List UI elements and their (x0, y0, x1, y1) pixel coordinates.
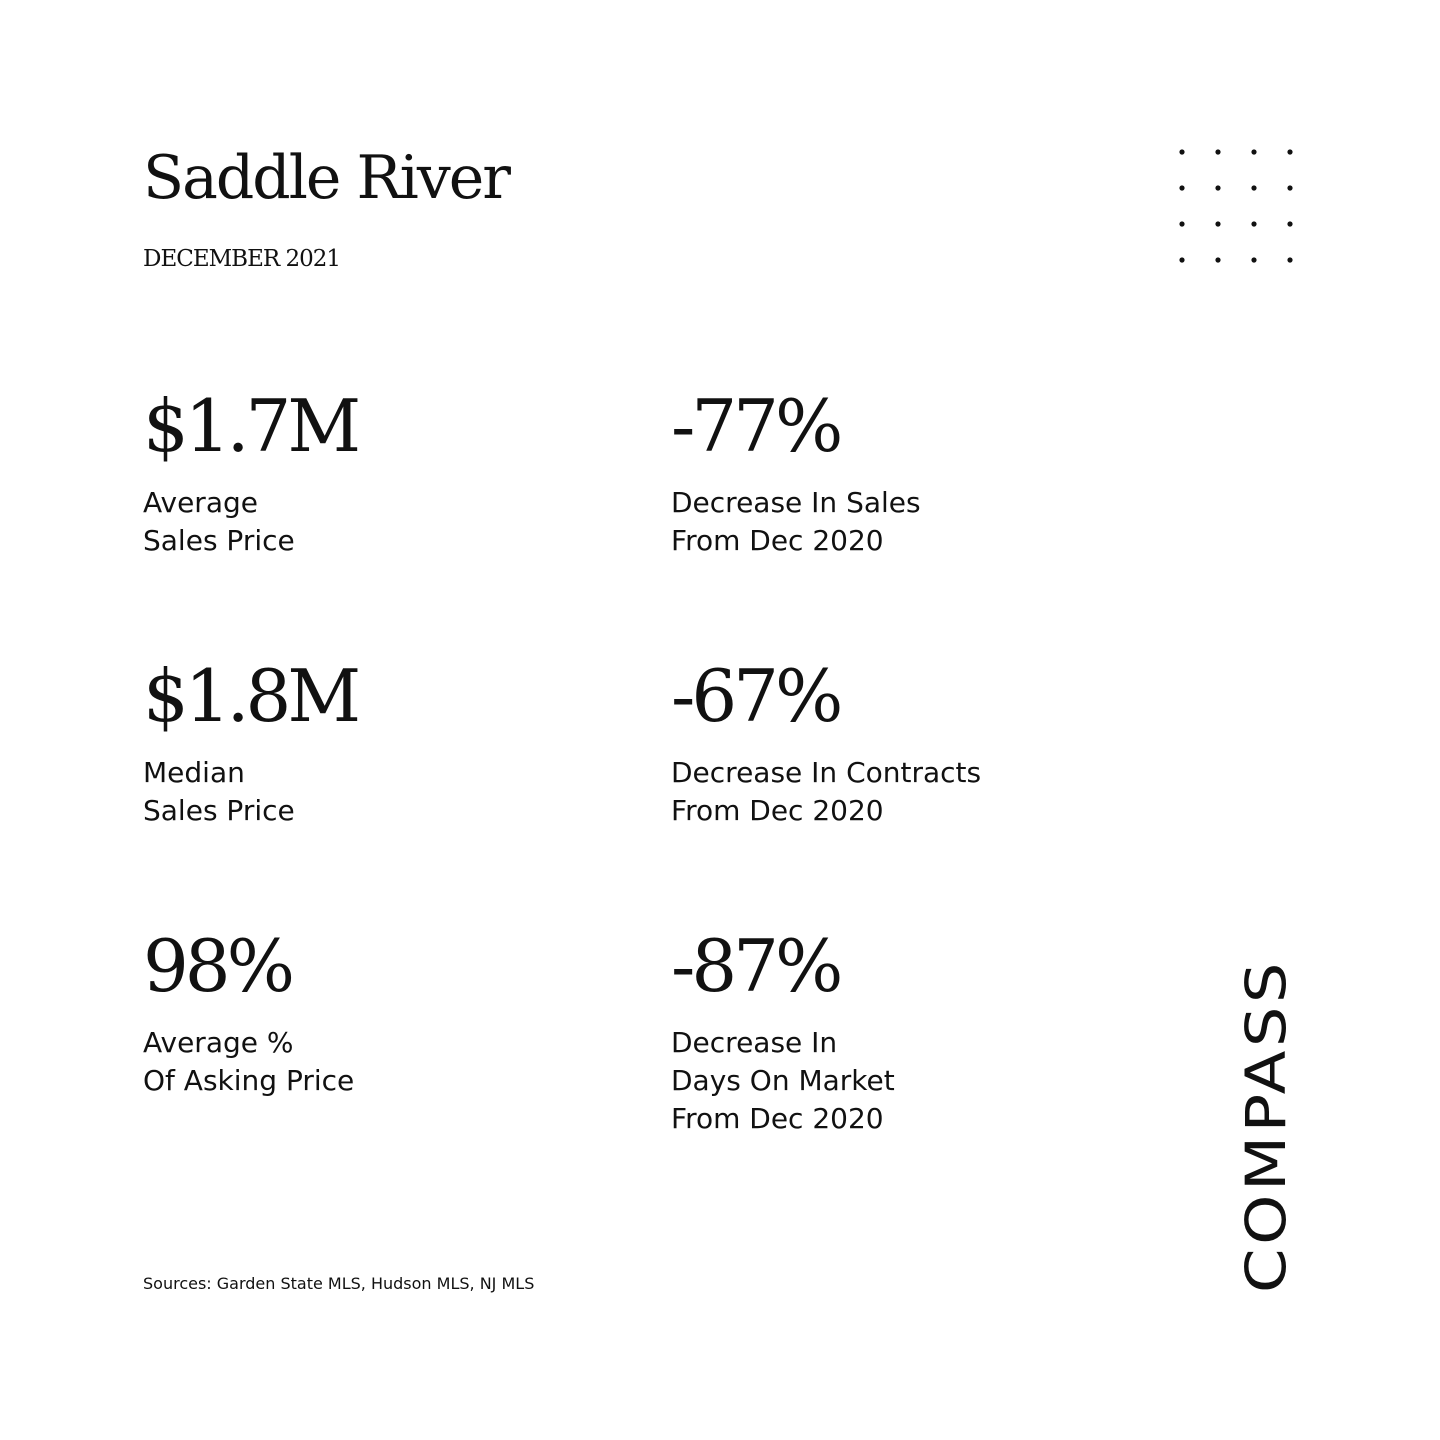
sources-note: Sources: Garden State MLS, Hudson MLS, NJ MLS (143, 1274, 535, 1293)
stat-label-line: From Dec 2020 (671, 1102, 884, 1135)
stat-label-line: Average (143, 486, 258, 519)
stat-label-line: From Dec 2020 (671, 524, 884, 557)
stat-label (143, 1024, 623, 1100)
stat-label (671, 1024, 1151, 1138)
stat-label-line: From Dec 2020 (671, 794, 884, 827)
dot-grid-icon (1175, 145, 1299, 269)
stat-value: -77% (671, 384, 840, 468)
stat-value: -87% (671, 924, 840, 1008)
stat-label-line: Decrease In Contracts (671, 756, 982, 789)
stat-decrease-in-days-on-market (671, 924, 1151, 1138)
stat-average-sales-price (143, 384, 623, 560)
stat-label (671, 484, 1151, 560)
stat-value: 98% (143, 924, 292, 1008)
stat-value: $1.7M (143, 384, 358, 468)
stat-decrease-in-sales (671, 384, 1151, 560)
stat-value: $1.8M (143, 654, 358, 738)
stat-label-line: Of Asking Price (143, 1064, 355, 1097)
compass-logo-text: COMPASS (1234, 1005, 1298, 1293)
stat-median-sales-price (143, 654, 623, 830)
stat-decrease-in-contracts (671, 654, 1151, 830)
stat-label (143, 754, 623, 830)
stat-label-line: Average % (143, 1026, 294, 1059)
page-title: Saddle River (143, 143, 509, 213)
stat-average-percent-of-asking-price (143, 924, 623, 1100)
stat-label-line: Median (143, 756, 245, 789)
compass-logo (1234, 955, 1298, 1295)
stat-label (143, 484, 623, 560)
stat-label-line: Decrease In Sales (671, 486, 921, 519)
stat-label (671, 754, 1151, 830)
stat-label-line: Sales Price (143, 524, 295, 557)
stat-label-line: Decrease In (671, 1026, 838, 1059)
stat-label-line: Sales Price (143, 794, 295, 827)
stat-label-line: Days On Market (671, 1064, 895, 1097)
page-subtitle: DECEMBER 2021 (143, 246, 341, 272)
stat-value: -67% (671, 654, 840, 738)
